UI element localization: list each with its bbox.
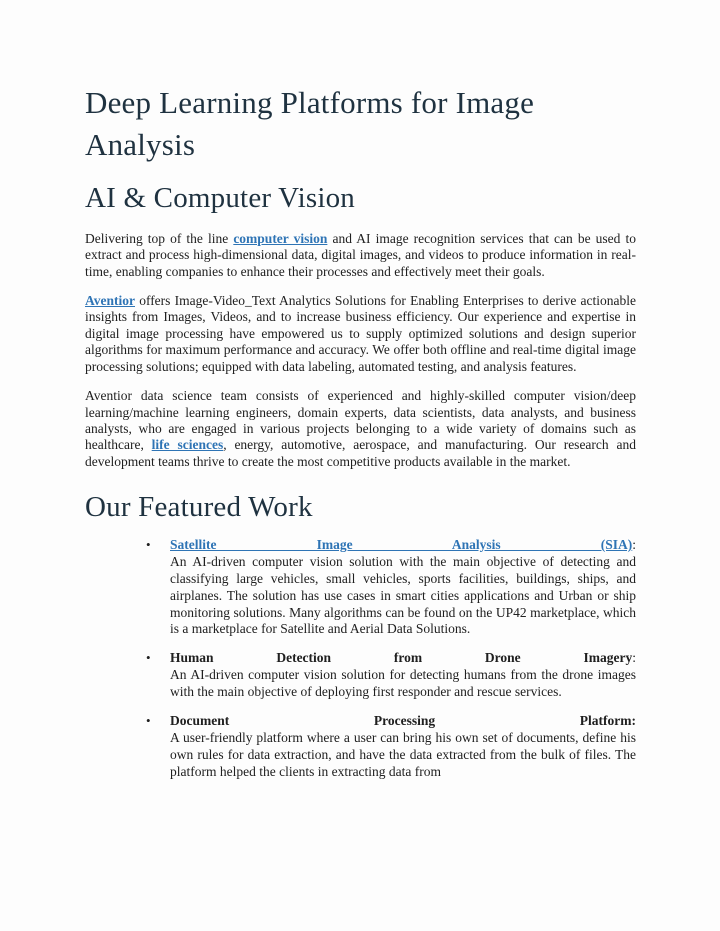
- bullet-title-line: [170, 650, 636, 667]
- paragraph-delivering: [85, 231, 636, 280]
- bullet-title-line: [170, 537, 636, 554]
- heading-ai-computer-vision: AI & Computer Vision: [85, 182, 355, 215]
- bullet-title: Document Processing Platform: [170, 713, 632, 729]
- bullet-description: A user-friendly platform where a user can bring his own set of documents, define his own rules for data extraction, and have the data extracted from the bulk of files. The platform helped the clients in extracting data from: [170, 730, 636, 779]
- bullet-icon: •: [146, 536, 151, 552]
- bullet-title-line: [170, 713, 636, 730]
- link-aventior[interactable]: Aventior: [85, 293, 135, 309]
- text-run: Aventior data science team consists of experienced and highly-skilled computer vision/deep learning/machine learning engineers, domain experts, data scientists, data analysts, and business analysts, who are engaged in various projects belonging to a wide variety of domains such as healthcare,: [85, 388, 636, 453]
- link-life-sciences[interactable]: life sciences: [151, 437, 224, 453]
- bullet-icon: •: [146, 650, 151, 666]
- bullet-title-colon: :: [632, 650, 636, 666]
- page-title: Deep Learning Platforms for Image Analysis: [85, 85, 535, 162]
- list-item-human-detection-drone: [85, 650, 636, 701]
- paragraph-data-science-team: [85, 388, 636, 470]
- link-satellite-image-analysis[interactable]: Satellite Image Analysis (SIA): [170, 536, 633, 552]
- bullet-title-colon: :: [632, 536, 636, 552]
- featured-work-list: [85, 537, 636, 781]
- text-run: , energy, automotive, aerospace, and manufacturing. Our research and development teams thrive to create the most competitive products available in the market.: [85, 437, 636, 469]
- bullet-description: An AI-driven computer vision solution with the main objective of detecting and classifying large vehicles, small vehicles, sports facilities, buildings, ships, and airplanes. The solution has use cases in smart cities applications and Urban or ship monitoring solutions. Many algorithms can be found on the UP42 marketplace, which is a marketplace for Satellite and Aerial Data Solutions.: [170, 553, 636, 637]
- text-run: and AI image recognition services that can be used to extract and process high-dimensional data, digital images, and videos to produce information in real-time, enabling companies to enhance their processes and effectively meet their goals.: [85, 230, 636, 279]
- text-run: Delivering top of the line: [85, 230, 234, 246]
- bullet-description: An AI-driven computer vision solution for detecting humans from the drone images with the main objective of deploying first responder and rescue services.: [170, 667, 636, 700]
- bullet-title-colon: :: [631, 713, 636, 729]
- heading-our-featured-work: Our Featured Work: [85, 491, 313, 524]
- bullet-title: Human Detection from Drone Imagery: [170, 650, 633, 666]
- paragraph-aventior-offers: [85, 293, 636, 375]
- list-item-satellite-image-analysis: [85, 537, 636, 638]
- link-computer-vision[interactable]: computer vision: [233, 230, 328, 246]
- list-item-document-processing-platform: [85, 713, 636, 781]
- bullet-icon: •: [146, 713, 151, 729]
- text-run: offers Image-Video_Text Analytics Solutions for Enabling Enterprises to derive actionable insights from Images, Videos, and to increase business efficiency. Our experience and expertise in digital image processing have empowered us to supply optimized solutions and design superior algorithms for maximum performance and accuracy. We offer both offline and real-time digital image processing solutions; equipped with data labeling, automated testing, and analysis features.: [85, 293, 636, 374]
